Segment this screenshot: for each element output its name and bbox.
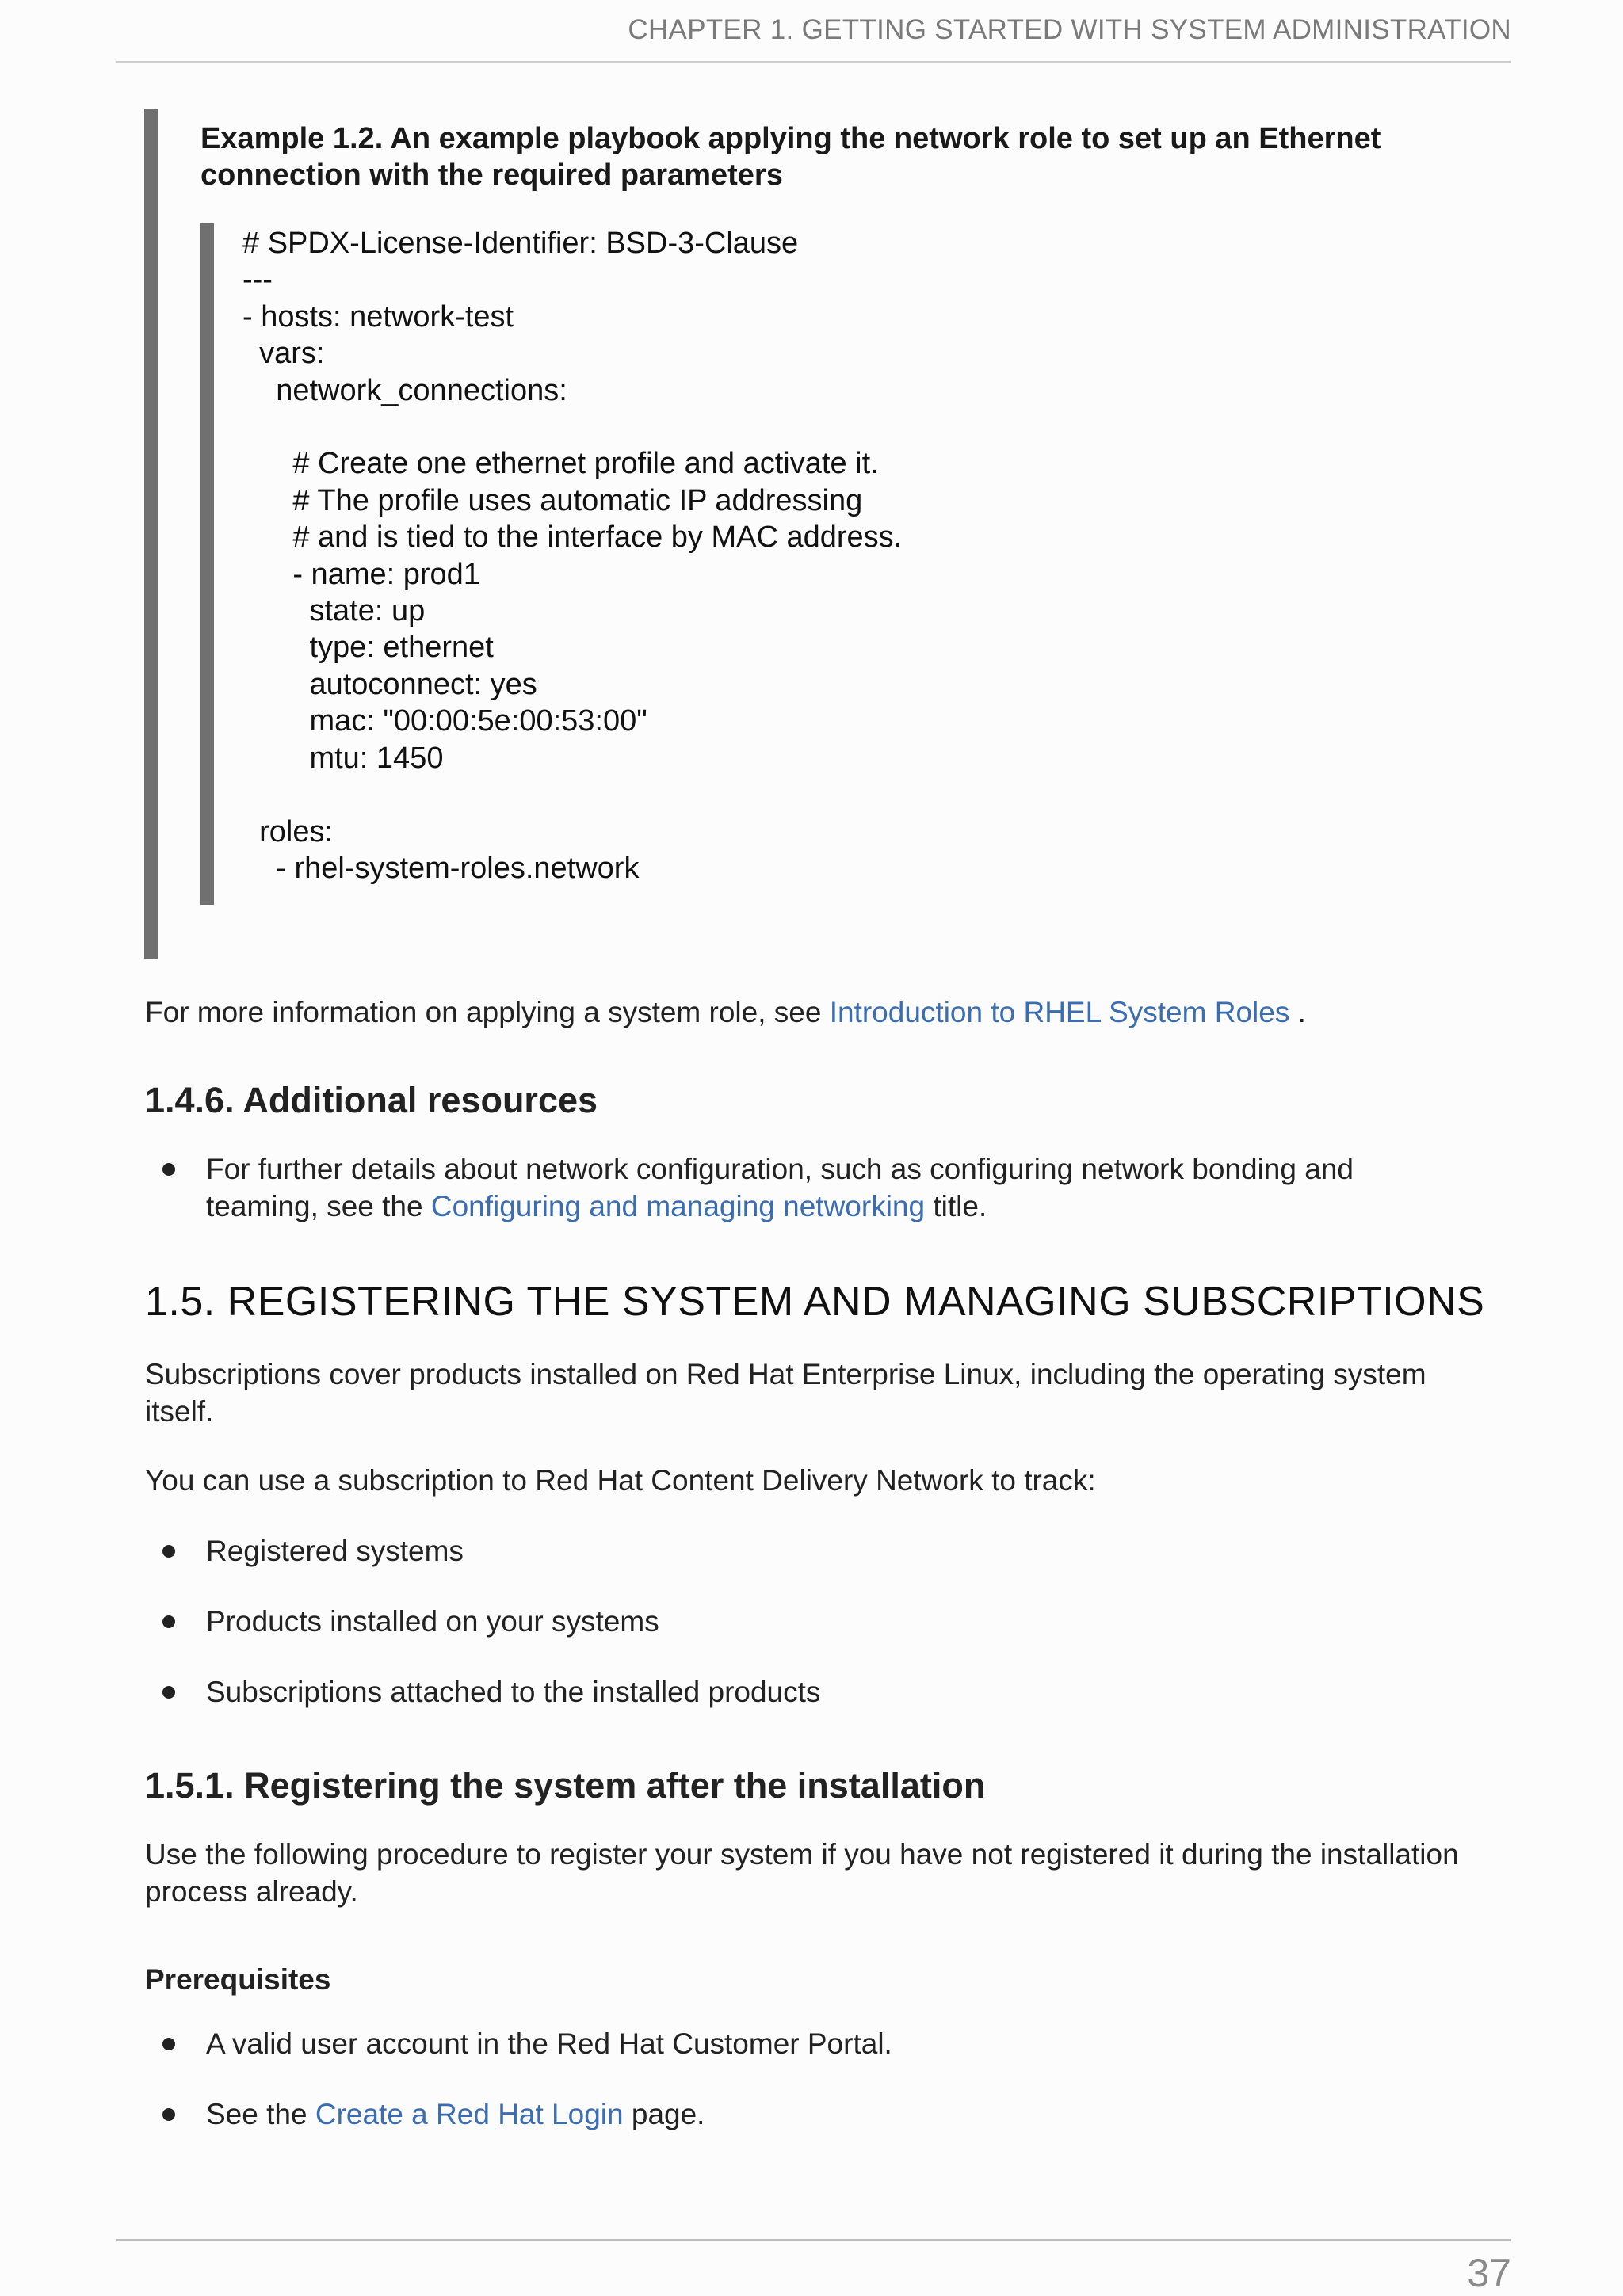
procedure-paragraph: Use the following procedure to register your system if you have not registered it during the installation process already. xyxy=(145,1838,1459,1908)
bullet-icon xyxy=(162,1545,175,1558)
bullet-icon xyxy=(162,1163,175,1176)
section-heading-1-5: 1.5. REGISTERING THE SYSTEM AND MANAGING SUBSCRIPTIONS xyxy=(145,1279,1485,1325)
subscriptions-paragraph: Subscriptions cover products installed on Red Hat Enterprise Linux, including the operating system itself. xyxy=(145,1358,1426,1428)
list-item-suffix: title. xyxy=(925,1190,987,1222)
list-item-text: Registered systems xyxy=(206,1535,464,1567)
list-item xyxy=(206,2096,1474,2133)
prerequisites-heading: Prerequisites xyxy=(145,1963,331,1996)
create-login-link[interactable]: Create a Red Hat Login xyxy=(315,2098,624,2130)
list-item xyxy=(206,1150,1474,1225)
section-heading-1-4-6: 1.4.6. Additional resources xyxy=(145,1080,598,1120)
bullet-icon xyxy=(162,2038,175,2050)
list-item xyxy=(206,1603,1474,1640)
more-info-text: For more information on applying a system role, see xyxy=(145,996,830,1028)
bullet-icon xyxy=(162,2108,175,2121)
code-block xyxy=(200,223,1403,905)
list-item-text: Products installed on your systems xyxy=(206,1605,659,1638)
section-heading-1-5-1: 1.5.1. Registering the system after the installation xyxy=(145,1765,986,1806)
example-title: Example 1.2. An example playbook applying the network role to set up an Ethernet connection with the required parameters xyxy=(200,122,1381,192)
bullet-icon xyxy=(162,1615,175,1628)
list-item xyxy=(206,2025,1474,2062)
list-item-suffix: page. xyxy=(623,2098,705,2130)
list-item-text: For further details about network configuration, such as configuring network bonding and teaming, see the xyxy=(206,1153,1354,1222)
header-divider xyxy=(116,61,1511,63)
more-info-suffix: . xyxy=(1289,996,1306,1028)
more-info-paragraph xyxy=(145,994,1492,1031)
networking-guide-link[interactable]: Configuring and managing networking xyxy=(430,1190,926,1222)
list-item xyxy=(206,1673,1474,1711)
page-number: 37 xyxy=(1467,2251,1511,2295)
playbook-code: # SPDX-License-Identifier: BSD-3-Clause --- - hosts: network-test vars: network_connections: # Create one ethernet profile and activate it. # The profile uses automatic IP addressing # and is tied to the interface by MAC address. - name: prod1 state: up type: ethernet autoconnect: yes mac: "00:00:5e:00:53:00" mtu: 1450 roles: - rhel-system-roles.network xyxy=(242,227,903,885)
list-item-text: Subscriptions attached to the installed products xyxy=(206,1676,821,1708)
list-item-text: A valid user account in the Red Hat Customer Portal. xyxy=(206,2027,892,2060)
rhel-system-roles-link[interactable]: Introduction to RHEL System Roles xyxy=(829,996,1290,1028)
footer-divider xyxy=(116,2239,1511,2241)
example-block xyxy=(144,109,1497,959)
track-paragraph: You can use a subscription to Red Hat Content Delivery Network to track: xyxy=(145,1464,1096,1497)
bullet-icon xyxy=(162,1686,175,1699)
list-item-text: See the xyxy=(206,2098,315,2130)
running-header: CHAPTER 1. GETTING STARTED WITH SYSTEM ADMINISTRATION xyxy=(628,14,1511,45)
list-item xyxy=(206,1532,1474,1569)
